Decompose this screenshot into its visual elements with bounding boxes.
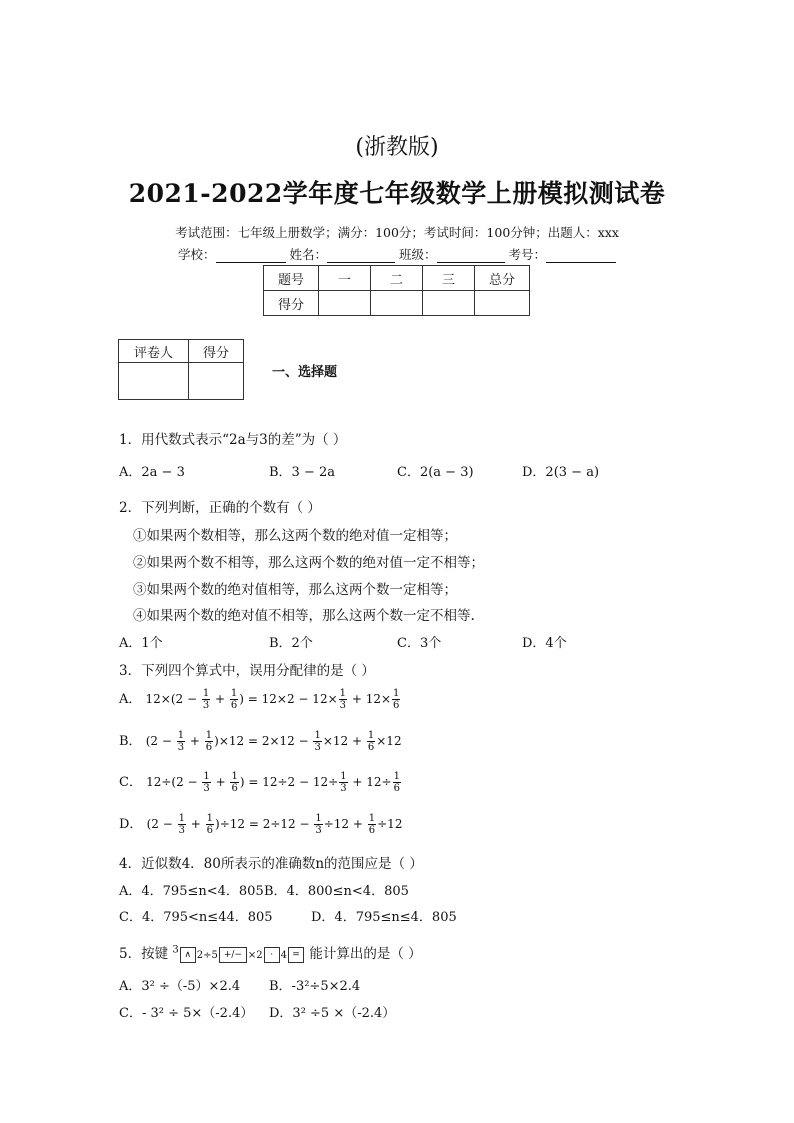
fraction-one-third: $\frac{1}{3}$ [202, 688, 210, 711]
fraction-one-third: $\frac{1}{3}$ [339, 688, 347, 711]
q4-option-a[interactable]: A．4．795≤n<4．805 [119, 884, 264, 899]
expr-part: 12÷(2 − [146, 775, 202, 789]
paper-subtitle: (浙教版) [355, 135, 439, 160]
fraction-one-sixth: $\frac{1}{6}$ [368, 813, 376, 836]
expr-part: ) = 12÷2 − 12÷ [239, 775, 339, 789]
score-header-cell: 二 [371, 266, 423, 291]
q2-statement-1: ①如果两个数相等，那么这两个数的绝对值一定相等； [133, 528, 457, 544]
q3-option-c[interactable] [119, 768, 402, 797]
expr-part: )÷12 = 2÷12 − [215, 817, 314, 831]
school-label: 学校： [177, 247, 216, 262]
q5-option-d[interactable]: D．3² ÷5 ×（-2.4） [269, 1006, 396, 1021]
caret-key: ∧ [180, 947, 196, 963]
question-2-stem: 2．下列判断，正确的个数有（ ） [119, 500, 321, 516]
expr-part: + [211, 775, 230, 789]
score-table [263, 265, 530, 316]
q4-option-d[interactable]: D．4．795≤n≤4．805 [311, 910, 457, 925]
option-label: B． [119, 734, 142, 749]
score-cell[interactable] [319, 291, 371, 316]
score-row-label: 得分 [264, 291, 319, 316]
q2-statement-2: ②如果两个数不相等，那么这两个数的绝对值一定不相等； [133, 555, 484, 571]
fraction-one-third: $\frac{1}{3}$ [178, 813, 185, 836]
expr-part: ) = 12×2 − 12× [239, 692, 338, 706]
fraction-one-third: $\frac{1}{3}$ [314, 730, 321, 753]
expr-part: ×12 [376, 734, 402, 748]
grader-table [118, 339, 244, 400]
key-divide: ÷ [203, 950, 212, 961]
score-cell[interactable] [475, 291, 530, 316]
q2-option-a[interactable]: A．1个 [119, 636, 163, 651]
fraction-one-third: $\frac{1}{3}$ [340, 771, 347, 794]
fraction-one-sixth: $\frac{1}{6}$ [367, 730, 375, 753]
score-header-cell: 一 [319, 266, 371, 291]
q5-option-b[interactable]: B．-3²÷5×2.4 [269, 979, 361, 994]
exam-info: 考试范围：七年级上册数学；满分：100分；考试时间：100分钟；出题人：xxx [175, 225, 619, 240]
fraction-one-third: $\frac{1}{3}$ [315, 813, 322, 836]
number-blank[interactable] [546, 249, 616, 263]
fraction-one-sixth: $\frac{1}{6}$ [393, 688, 400, 711]
expr-part: ÷12 + [323, 817, 367, 831]
expr-part: + [186, 817, 205, 831]
q2-option-c[interactable]: C．3个 [397, 636, 442, 651]
fraction-one-third: $\frac{1}{3}$ [177, 730, 185, 753]
expr-part: + 12÷ [348, 775, 392, 789]
question-4-stem: 4．近似数4．80所表示的准确数n的范围应是（ ） [119, 856, 423, 872]
score-header-cell: 三 [423, 266, 475, 291]
q1-option-c[interactable]: C．2(a − 3) [397, 465, 474, 480]
key-digit: 2 [196, 950, 204, 961]
class-label: 班级： [398, 247, 437, 262]
q3-option-d[interactable] [119, 810, 402, 839]
score-cell[interactable] [423, 291, 475, 316]
q2-option-b[interactable]: B．2个 [269, 636, 313, 651]
grader-table-header [119, 340, 244, 363]
score-header-cell: 题号 [264, 266, 319, 291]
key-digit: 3 [172, 944, 179, 956]
sign-key: +/− [219, 947, 247, 963]
q3-option-b[interactable] [119, 727, 402, 756]
fraction-one-sixth: $\frac{1}{6}$ [205, 730, 213, 753]
q5-option-c[interactable]: C．- 3² ÷ 5×（-2.4） [119, 1006, 254, 1021]
key-digit: 2 [256, 950, 263, 961]
number-label: 考号： [508, 247, 546, 262]
question-5-stem [119, 942, 422, 963]
q5-option-a[interactable]: A．3² ÷（-5）×2.4 [119, 979, 241, 994]
key-digit: 5 [211, 950, 218, 961]
q2-statement-4: ④如果两个数的绝对值不相等，那么这两个数一定不相等. [133, 608, 475, 624]
grader-cell[interactable] [189, 363, 244, 400]
q1-option-d[interactable]: D．2(3 − a) [522, 465, 600, 480]
q1-option-b[interactable]: B．3 − 2a [269, 465, 336, 480]
question-3-stem: 3．下列四个算式中，误用分配律的是（ ） [119, 663, 375, 679]
key-times: × [247, 950, 257, 961]
name-blank[interactable] [327, 249, 395, 263]
equals-key: = [288, 947, 304, 963]
grader-table-row [119, 363, 244, 400]
q4-option-c[interactable]: C．4．795<n≤44．805 [119, 910, 273, 925]
grader-header-cell: 评卷人 [119, 340, 189, 363]
key-digit: 4 [280, 950, 288, 961]
expr-part: + [186, 734, 204, 748]
fraction-one-sixth: $\frac{1}{6}$ [230, 688, 238, 711]
student-fields [0, 245, 794, 263]
q1-option-a[interactable]: A．2a − 3 [119, 465, 185, 480]
school-blank[interactable] [216, 249, 286, 263]
option-label: C． [119, 775, 142, 790]
expr-part: (2 − [146, 817, 177, 831]
q4-option-b[interactable]: B．4．800≤n<4．805 [264, 884, 409, 899]
expr-part: (2 − [145, 734, 176, 748]
question-1-stem: 1．用代数式表示“2a与3的差”为（ ） [119, 432, 347, 448]
q3-option-a[interactable] [119, 685, 401, 714]
fraction-one-sixth: $\frac{1}{6}$ [393, 771, 400, 794]
score-cell[interactable] [371, 291, 423, 316]
paper-title: 2021-2022学年度七年级数学上册模拟测试卷 [128, 179, 666, 208]
q2-option-d[interactable]: D．4个 [522, 636, 567, 651]
fraction-one-third: $\frac{1}{3}$ [203, 771, 210, 794]
q5-stem-suffix: 能计算出的是（ ） [309, 946, 422, 962]
section-title: 一、选择题 [272, 365, 338, 380]
expr-part: + [211, 692, 229, 706]
grader-cell[interactable] [119, 363, 189, 400]
grader-header-cell: 得分 [189, 340, 244, 363]
score-header-cell: 总分 [475, 266, 530, 291]
q2-statement-3: ③如果两个数的绝对值相等，那么这两个数一定相等； [133, 582, 457, 598]
expr-part: ÷12 [377, 817, 403, 831]
q5-stem-prefix: 5．按键 [119, 946, 169, 962]
score-table-row [264, 291, 530, 316]
option-label: D． [119, 817, 143, 832]
fraction-one-sixth: $\frac{1}{6}$ [206, 813, 214, 836]
expr-part: + 12× [348, 692, 392, 706]
expr-part: 12×(2 − [145, 692, 201, 706]
score-table-header [264, 266, 530, 291]
class-blank[interactable] [437, 249, 505, 263]
name-label: 姓名： [289, 247, 327, 262]
expr-part: )×12 = 2×12 − [214, 734, 313, 748]
expr-part: ×12 + [322, 734, 366, 748]
option-label: A． [119, 692, 142, 707]
fraction-one-sixth: $\frac{1}{6}$ [231, 771, 238, 794]
decimal-key: · [264, 947, 280, 963]
